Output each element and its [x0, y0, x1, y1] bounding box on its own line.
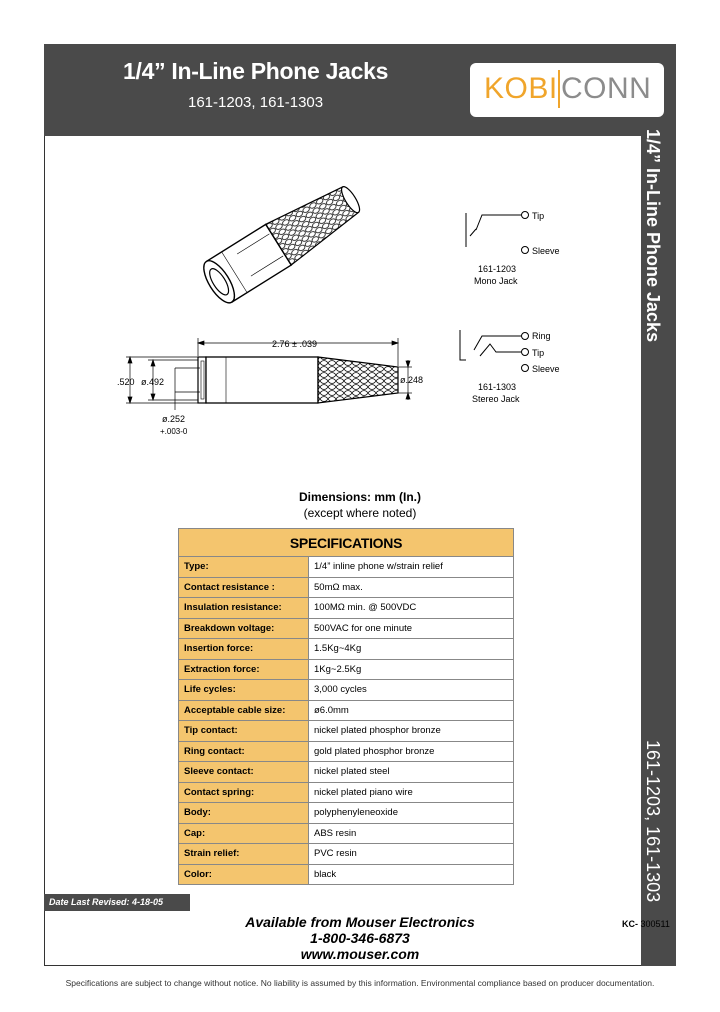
- spec-row: [179, 700, 514, 721]
- mono-tip-label: Tip: [532, 211, 545, 221]
- part-prefix: KC-: [622, 919, 638, 929]
- spec-value: nickel plated phosphor bronze: [309, 721, 514, 742]
- spec-label: Ring contact:: [179, 741, 309, 762]
- spec-row: [179, 598, 514, 619]
- dimensions-note: (except where noted): [303, 506, 417, 520]
- spec-value: nickel plated piano wire: [309, 782, 514, 803]
- spec-label: Life cycles:: [179, 680, 309, 701]
- spec-value: 500VAC for one minute: [309, 618, 514, 639]
- spec-label: Sleeve contact:: [179, 762, 309, 783]
- spec-value: black: [309, 864, 514, 885]
- mono-jack-name: Mono Jack: [474, 276, 518, 286]
- spec-label: Breakdown voltage:: [179, 618, 309, 639]
- spec-value: 100MΩ min. @ 500VDC: [309, 598, 514, 619]
- spec-value: ø6.0mm: [309, 700, 514, 721]
- inner-diameter-label: ø.492: [141, 377, 165, 387]
- spec-row: [179, 557, 514, 578]
- spec-value: PVC resin: [309, 844, 514, 865]
- spec-value: 3,000 cycles: [309, 680, 514, 701]
- spec-value: 1.5Kg~4Kg: [309, 639, 514, 660]
- logo-text-kobi: KOBI: [484, 72, 558, 105]
- spec-label: Body:: [179, 803, 309, 824]
- logo-text-conn: CONN: [561, 72, 652, 105]
- specifications-heading: SPECIFICATIONS: [179, 529, 514, 557]
- sidebar-title: 1/4” In-Line Phone Jacks: [643, 129, 663, 343]
- page-subtitle: 161-1203, 161-1303: [188, 94, 324, 111]
- spec-row: [179, 762, 514, 783]
- jack-side-view: [198, 357, 398, 403]
- spec-label: Strain relief:: [179, 844, 309, 865]
- spec-row: [179, 639, 514, 660]
- spec-label: Contact spring:: [179, 782, 309, 803]
- spec-label: Type:: [179, 557, 309, 578]
- catalog-part-number: [622, 919, 670, 929]
- spec-value: 50mΩ max.: [309, 577, 514, 598]
- spec-value: nickel plated steel: [309, 762, 514, 783]
- spec-row: [179, 721, 514, 742]
- stereo-tip-label: Tip: [532, 348, 545, 358]
- available-from: Available from Mouser Electronics: [245, 914, 475, 930]
- jack-perspective-image: [198, 177, 368, 308]
- spec-label: Color:: [179, 864, 309, 885]
- spec-value: polyphenyleneoxide: [309, 803, 514, 824]
- spec-row: [179, 803, 514, 824]
- spec-label: Cap:: [179, 823, 309, 844]
- length-dimension-label: 2.76 ± .039: [272, 339, 317, 349]
- spec-label: Insertion force:: [179, 639, 309, 660]
- page-title: 1/4” In-Line Phone Jacks: [123, 58, 389, 84]
- stereo-sleeve-label: Sleeve: [532, 364, 560, 374]
- sidebar-part-numbers: 161-1203, 161-1303: [643, 740, 663, 903]
- spec-row: [179, 659, 514, 680]
- spec-row: [179, 823, 514, 844]
- spec-row: [179, 618, 514, 639]
- stereo-jack-schematic: [460, 330, 529, 372]
- spec-label: Contact resistance :: [179, 577, 309, 598]
- hole-tolerance-label: +.003-0: [160, 427, 188, 436]
- stereo-ring-label: Ring: [532, 331, 551, 341]
- mouser-availability: [0, 914, 720, 962]
- spec-label: Insulation resistance:: [179, 598, 309, 619]
- spec-label: Extraction force:: [179, 659, 309, 680]
- disclaimer: Specifications are subject to change without notice. No liability is assumed by this information. Environmental compliance based on producer documentation.: [65, 978, 655, 988]
- specifications-table: [178, 528, 514, 885]
- mono-part-number: 161-1203: [478, 264, 517, 274]
- website-link[interactable]: www.mouser.com: [300, 946, 420, 962]
- mono-jack-schematic: [466, 212, 529, 254]
- spec-row: [179, 680, 514, 701]
- spec-label: Tip contact:: [179, 721, 309, 742]
- spec-row: [179, 741, 514, 762]
- cable-diameter-label: ø.248: [400, 375, 424, 385]
- technical-drawing: [0, 0, 720, 480]
- part-number: 300511: [640, 919, 670, 929]
- spec-value: 1Kg~2.5Kg: [309, 659, 514, 680]
- stereo-jack-name: Stereo Jack: [472, 394, 520, 404]
- phone-number: 1-800-346-6873: [310, 930, 410, 946]
- spec-value: 1/4” inline phone w/strain relief: [309, 557, 514, 578]
- spec-label: Acceptable cable size:: [179, 700, 309, 721]
- spec-value: gold plated phosphor bronze: [309, 741, 514, 762]
- mono-sleeve-label: Sleeve: [532, 246, 560, 256]
- spec-row: [179, 864, 514, 885]
- dimensions-heading: Dimensions: mm (In.): [298, 490, 421, 504]
- spec-value: ABS resin: [309, 823, 514, 844]
- outer-diameter-label: .520: [117, 377, 135, 387]
- stereo-part-number: 161-1303: [478, 382, 517, 392]
- hole-diameter-label: ø.252: [162, 414, 186, 424]
- date-last-revised: Date Last Revised: 4-18-05: [44, 894, 190, 911]
- spec-row: [179, 782, 514, 803]
- spec-row: [179, 844, 514, 865]
- spec-row: [179, 577, 514, 598]
